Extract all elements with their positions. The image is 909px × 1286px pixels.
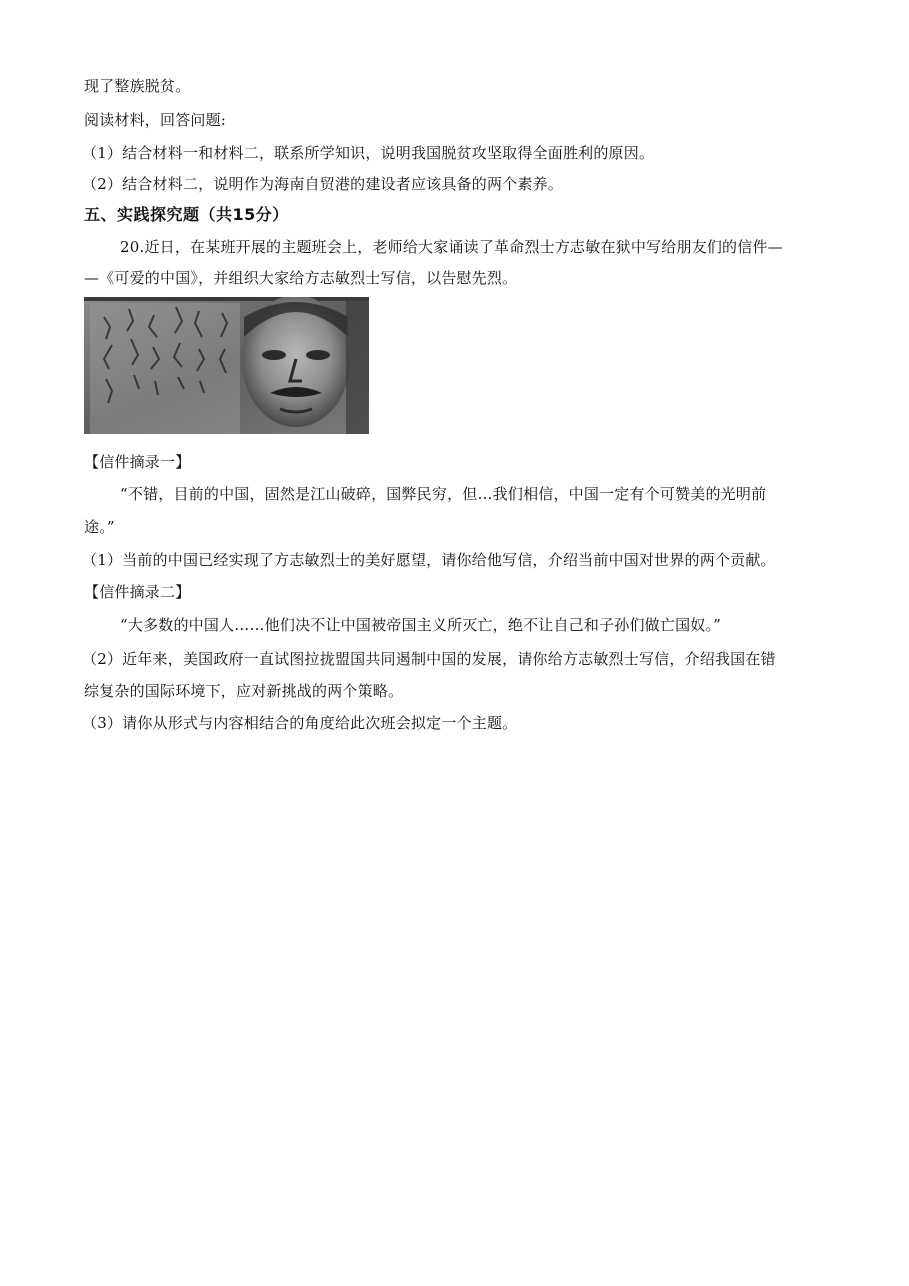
section-heading: 五、实践探究题（共15分） (84, 205, 289, 224)
sub-question-1: （1）当前的中国已经实现了方志敏烈士的美好愿望，请你给他写信，介绍当前中国对世界的两个贡献。 (82, 551, 776, 569)
question-1: （1）结合材料一和材料二，联系所学知识，说明我国脱贫攻坚取得全面胜利的原因。 (82, 144, 655, 162)
question-20-line-2: —《可爱的中国》，并组织大家给方志敏烈士写信，以告慰先烈。 (84, 269, 518, 287)
excerpt-2-title: 【信件摘录二】 (84, 583, 191, 601)
excerpt-1-title: 【信件摘录一】 (84, 453, 191, 471)
excerpt-1-line-2: 途。” (84, 518, 115, 536)
excerpt-2-text: “大多数的中国人……他们决不让中国被帝国主义所灭亡，绝不让自己和子孙们做亡国奴。” (120, 616, 722, 634)
sub-question-2-line-1: （2）近年来，美国政府一直试图拉拢盟国共同遏制中国的发展，请你给方志敏烈士写信，介绍我国在错 (82, 650, 776, 668)
question-20-line-1: 20.近日，在某班开展的主题班会上，老师给大家诵读了革命烈士方志敏在狱中写给朋友们的信件— (120, 238, 783, 256)
text-line: 现了整族脱贫。 (84, 77, 191, 95)
portrait-photo (84, 297, 369, 434)
sub-question-3: （3）请你从形式与内容相结合的角度给此次班会拟定一个主题。 (82, 714, 518, 732)
excerpt-1-line-1: “不错，目前的中国，固然是江山破碎，国弊民穷，但…我们相信，中国一定有个可赞美的光明前 (120, 485, 767, 503)
text-line: 阅读材料，回答问题: (84, 111, 227, 129)
question-2: （2）结合材料二，说明作为海南自贸港的建设者应该具备的两个素养。 (82, 175, 563, 193)
sub-question-2-line-2: 综复杂的国际环境下，应对新挑战的两个策略。 (84, 682, 404, 700)
